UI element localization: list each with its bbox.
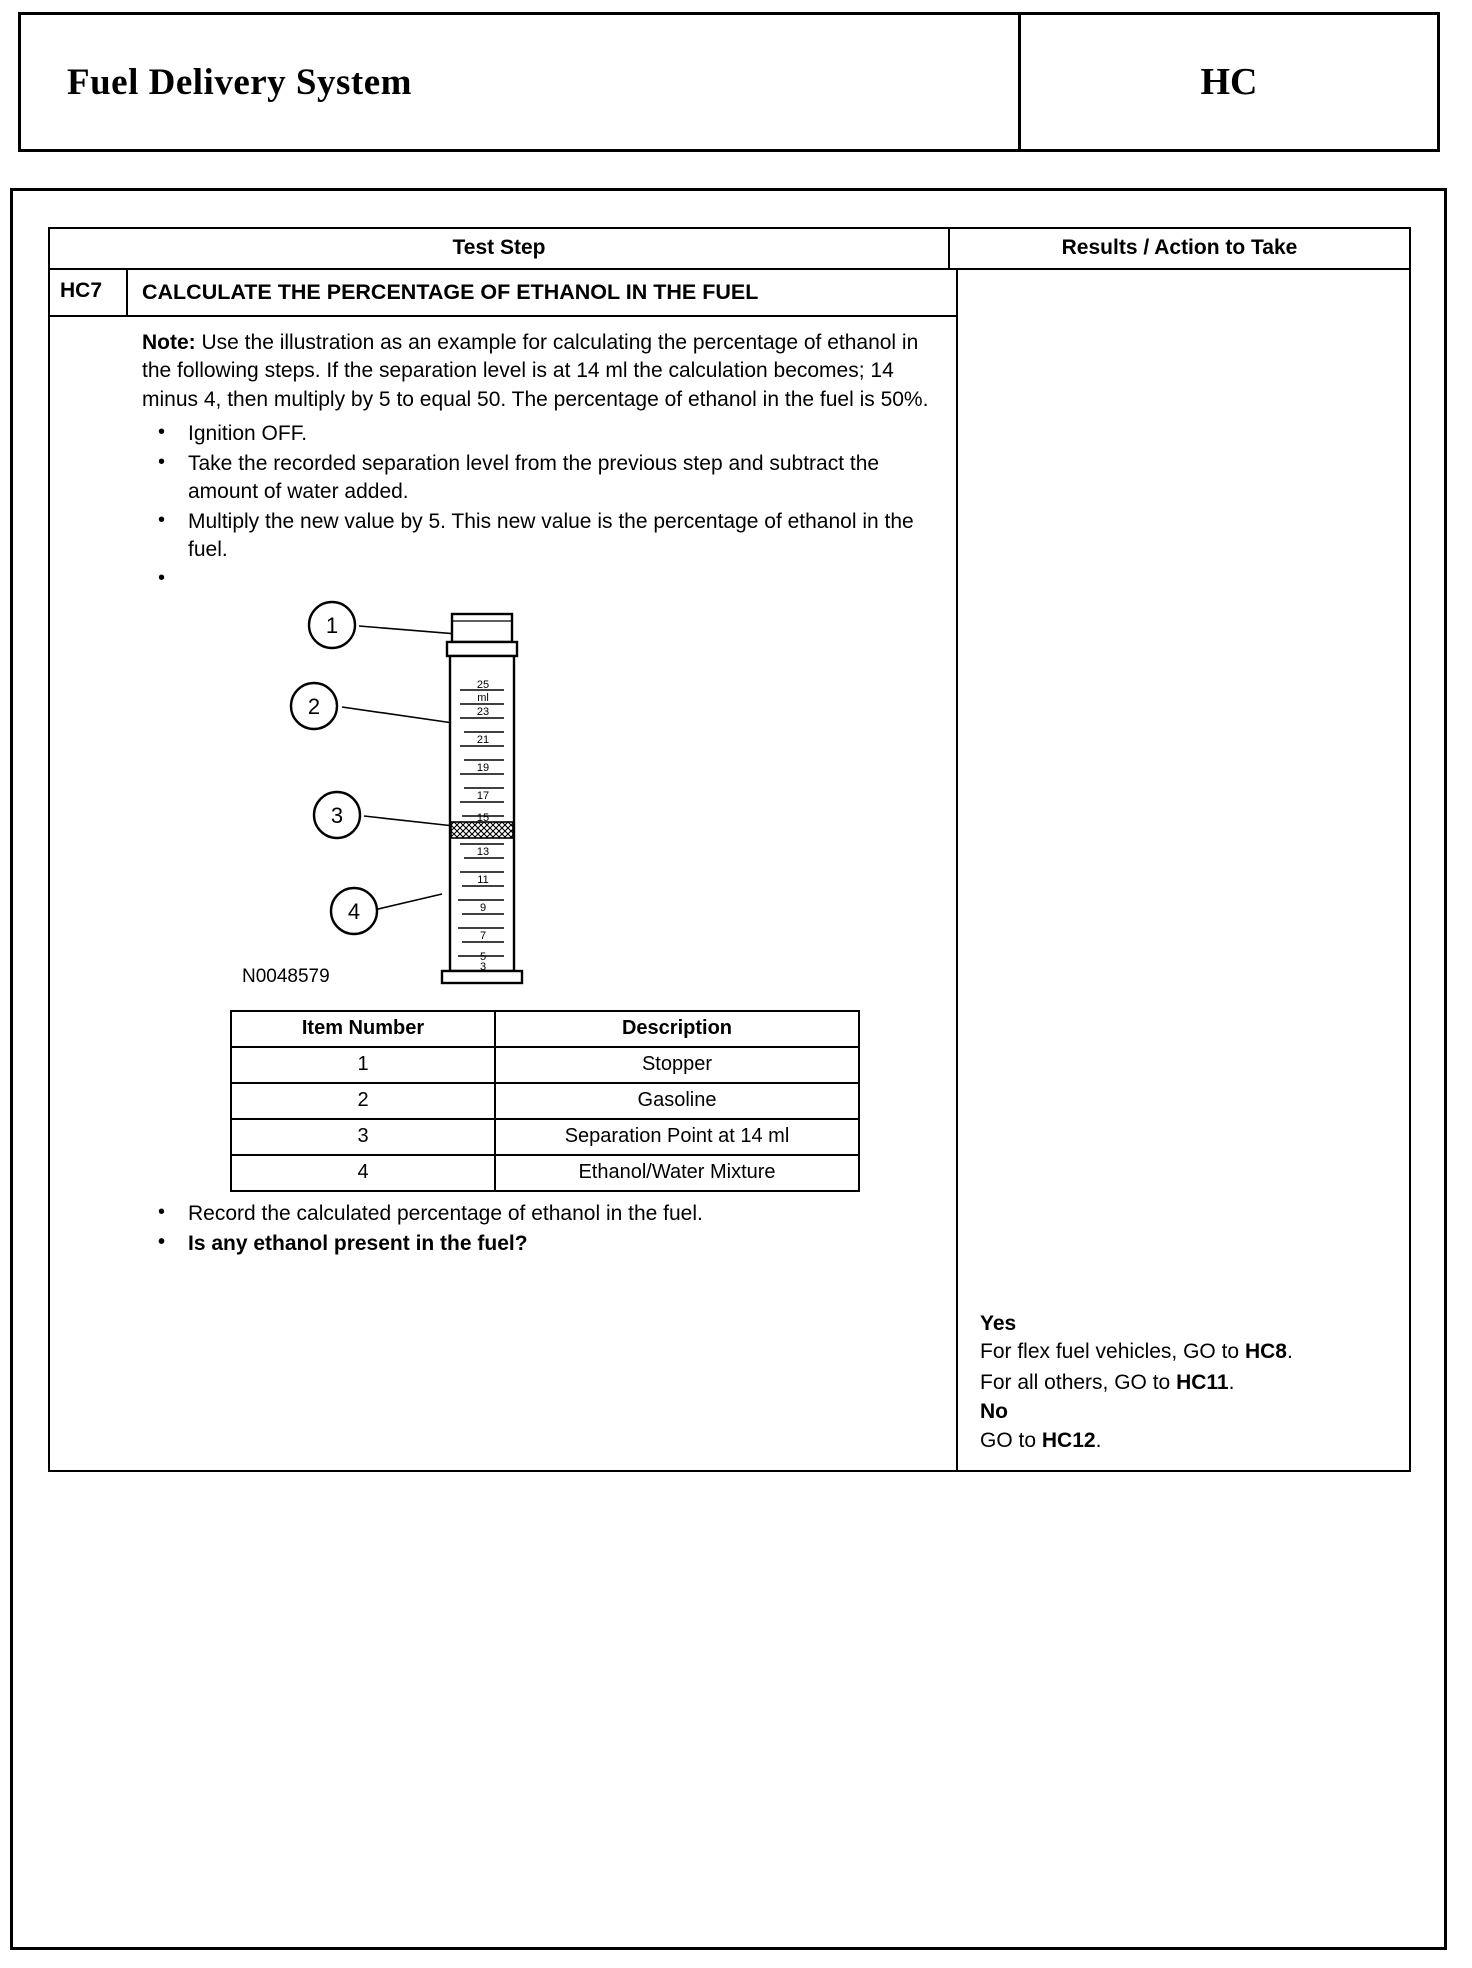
- illustration-code: N0048579: [242, 965, 330, 987]
- item-description: Stopper: [495, 1047, 859, 1083]
- svg-text:15: 15: [476, 811, 490, 824]
- list-item: [142, 566, 942, 588]
- section-code: HC: [1200, 61, 1258, 103]
- item-number: 3: [231, 1119, 495, 1155]
- item-number: 1: [231, 1047, 495, 1083]
- column-header-item-number: Item Number: [231, 1011, 495, 1047]
- table-header-row: [50, 229, 1409, 270]
- list-item: • Ignition OFF.: [142, 420, 942, 448]
- svg-text:9: 9: [479, 901, 487, 914]
- yes-line1-period: .: [1286, 1340, 1293, 1364]
- goto-hc11-ref: HC11: [1176, 1370, 1229, 1394]
- table-row: [231, 1155, 859, 1191]
- svg-text:3: 3: [479, 960, 487, 973]
- svg-text:19: 19: [476, 761, 490, 774]
- test-step-cell: [50, 270, 958, 1470]
- step-tail-bullet-list: [142, 1200, 942, 1258]
- svg-text:21: 21: [476, 733, 490, 746]
- item-description: Separation Point at 14 ml: [495, 1119, 859, 1155]
- step-body: [50, 317, 956, 1257]
- table-row: [231, 1119, 859, 1155]
- header-code-cell: [1021, 15, 1437, 149]
- column-header-results: Results / Action to Take: [1061, 236, 1298, 259]
- svg-text:4: 4: [347, 898, 361, 924]
- yes-action-line-1: [980, 1337, 1400, 1367]
- no-line-text: GO to: [980, 1428, 1042, 1452]
- results-action-cell: [958, 270, 1409, 1470]
- svg-text:23: 23: [476, 705, 490, 718]
- goto-hc8-ref: HC8: [1244, 1340, 1287, 1364]
- svg-text:11: 11: [477, 873, 489, 886]
- header-title-cell: [21, 15, 1021, 149]
- svg-text:17: 17: [476, 789, 490, 802]
- results-block: [980, 1310, 1400, 1456]
- step-heading-row: [50, 270, 956, 317]
- column-header-description: Description: [495, 1011, 859, 1047]
- item-number: 2: [231, 1083, 495, 1119]
- yes-line2-period: .: [1228, 1370, 1235, 1394]
- graduated-cylinder-illustration: [142, 594, 942, 994]
- step-title: CALCULATE THE PERCENTAGE OF ETHANOL IN THE FUEL: [142, 280, 759, 304]
- svg-text:5: 5: [479, 950, 487, 963]
- svg-text:25: 25: [476, 678, 490, 691]
- column-header-test-step: Test Step: [50, 229, 950, 268]
- diagnostic-table: [48, 227, 1411, 1472]
- yes-line1-text: For flex fuel vehicles, GO to: [980, 1340, 1245, 1364]
- svg-text:ml: ml: [477, 691, 489, 704]
- yes-line2-text: For all others, GO to: [980, 1370, 1177, 1394]
- page-header: [18, 12, 1440, 152]
- note-text: Use the illustration as an example for calculating the percentage of ethanol in the following steps. If the separation level is at 14 ml the calculation becomes; 14 minus 4, then multiply by 5 to equal 50. The percentage of ethanol in the fuel is 50%.: [142, 331, 929, 411]
- legend-table: [230, 1010, 860, 1192]
- item-number: 4: [231, 1155, 495, 1191]
- page-frame: [10, 188, 1447, 1950]
- svg-text:7: 7: [479, 929, 487, 942]
- yes-action-line-2: [980, 1368, 1400, 1398]
- item-description: Ethanol/Water Mixture: [495, 1155, 859, 1191]
- note-paragraph: [142, 329, 932, 414]
- note-label: Note:: [142, 331, 196, 355]
- list-item: • Multiply the new value by 5. This new value is the percentage of ethanol in the fuel.: [142, 508, 942, 564]
- goto-hc12-ref: HC12: [1041, 1428, 1096, 1452]
- no-label: No: [980, 1400, 1008, 1424]
- list-item: • Take the recorded separation level from the previous step and subtract the amount of water added.: [142, 450, 942, 506]
- yes-label: Yes: [980, 1312, 1017, 1336]
- step-bullet-list: [142, 420, 942, 588]
- no-action-line: [980, 1426, 1400, 1456]
- list-item-question: • Is any ethanol present in the fuel?: [142, 1230, 942, 1258]
- svg-text:3: 3: [330, 802, 344, 828]
- step-id: HC7: [50, 270, 128, 315]
- page-title: Fuel Delivery System: [67, 61, 412, 103]
- svg-text:13: 13: [476, 845, 490, 858]
- table-row: [231, 1083, 859, 1119]
- table-row: [231, 1047, 859, 1083]
- item-description: Gasoline: [495, 1083, 859, 1119]
- svg-text:2: 2: [307, 693, 321, 719]
- table-body: [50, 270, 1409, 1470]
- svg-text:1: 1: [325, 612, 339, 638]
- no-line-period: .: [1095, 1428, 1102, 1452]
- cylinder-diagram-svg: [142, 594, 842, 994]
- table-header-row: [231, 1011, 859, 1047]
- list-item: • Record the calculated percentage of ethanol in the fuel.: [142, 1200, 942, 1228]
